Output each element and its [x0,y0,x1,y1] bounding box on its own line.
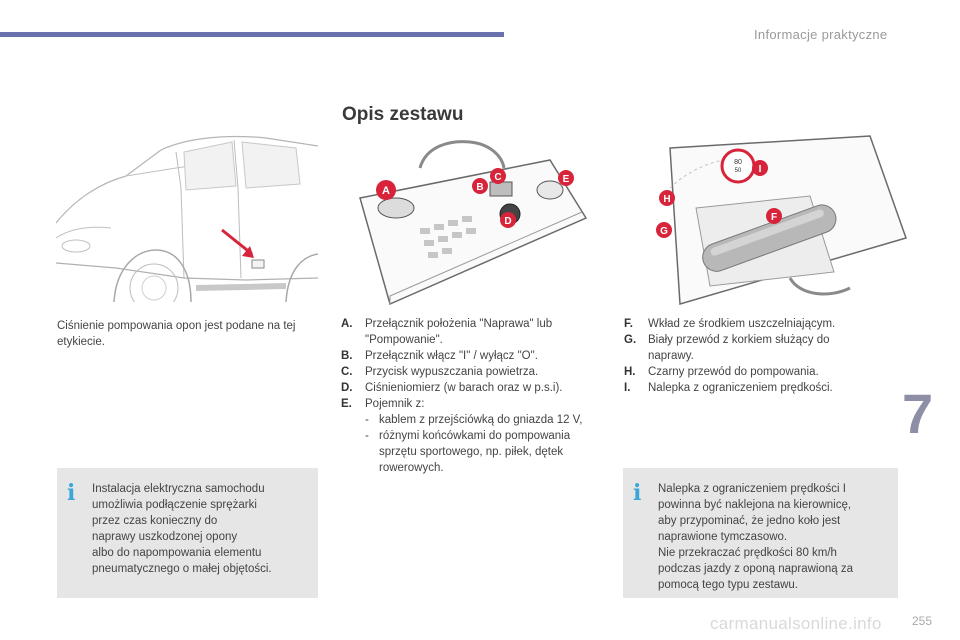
car-door-illustration [56,128,318,302]
list-item [624,332,894,364]
list-text: kablem z przejściówką do gniazda 12 V, [379,414,583,426]
list-key: G. [624,334,637,346]
component-list-middle [341,316,603,476]
sub-list-item [341,412,603,428]
pressure-caption: Ciśnienie pompowania opon jest podane na tej etykiecie. [57,320,296,348]
info-line: Nalepka z ograniczeniem prędkości I [658,483,846,495]
list-key: H. [624,366,636,378]
kit-bottom-illustration [640,128,910,308]
list-text: różnymi końcówkami do pompowania [379,430,571,442]
top-accent-bar [0,32,504,37]
list-key: B. [341,350,353,362]
info-line: naprawy uszkodzonej opony [92,531,238,543]
list-text: Przycisk wypuszczania powietrza. [365,366,539,378]
page-number: 255 [912,614,933,628]
list-text: Przełącznik położenia "Naprawa" lub [365,318,553,330]
list-text: Pojemnik z: [365,398,425,410]
label-a: A [382,185,390,197]
list-text: Wkład ze środkiem uszczelniającym. [648,318,836,330]
list-dash: - [365,430,369,442]
list-key: E. [341,398,352,410]
info-icon: i [67,480,76,506]
list-dash: - [365,414,369,426]
list-item [341,396,603,412]
info-line: powinna być naklejona na kierownicę, [658,499,852,511]
info-text [92,481,272,577]
label-h: H [663,194,671,205]
info-icon: i [633,480,642,506]
info-line: podczas jazdy z oponą naprawioną za [658,563,853,575]
speed-bottom: 50 [734,168,742,174]
info-line: umożliwia podłączenie sprężarki [92,499,257,511]
sub-list-item [341,428,603,476]
chapter-number: 7 [902,382,934,445]
list-item [624,364,894,380]
info-line: albo do napompowania elementu [92,547,262,559]
list-item [341,380,603,396]
list-key: D. [341,382,353,394]
label-c: C [494,172,502,183]
info-box-left [57,468,318,598]
label-f: F [770,212,778,223]
info-line: aby przypominać, że jedno koło jest [658,515,841,527]
watermark: carmanualsonline.info [710,614,882,633]
list-item [624,316,894,332]
list-key: C. [341,366,353,378]
list-text: Ciśnieniomierz (w barach oraz w p.s.i). [365,382,563,394]
list-text: naprawy. [648,350,694,362]
info-text [658,481,853,593]
page-heading: Opis zestawu [342,104,464,125]
list-text: Przełącznik włącz "I" / wyłącz "O". [365,350,538,362]
info-line: pneumatycznego o małej objętości. [92,563,272,575]
list-key: I. [624,382,631,394]
list-text: Czarny przewód do pompowania. [648,366,819,378]
label-d: D [504,216,512,227]
list-text: "Pompowanie". [365,334,443,346]
info-line: pomocą tego typu zestawu. [658,579,798,591]
list-key: A. [341,318,353,330]
label-g: G [660,226,668,237]
list-text: sprzętu sportowego, np. piłek, dętek [379,446,564,458]
list-item [341,364,603,380]
list-text: Biały przewód z korkiem służący do [648,334,830,346]
info-line: Instalacja elektryczna samochodu [92,483,265,495]
list-item [341,348,603,364]
info-box-right [623,468,898,598]
component-list-right [624,316,894,396]
list-item [624,380,894,396]
label-e: E [562,174,570,185]
list-key: F. [624,318,633,330]
section-title: Informacje praktyczne [754,27,888,42]
info-line: naprawione tymczasowo. [658,531,788,543]
compressor-illustration [350,128,590,306]
info-line: Nie przekraczać prędkości 80 km/h [658,547,837,559]
info-line: przez czas konieczny do [92,515,218,527]
label-b: B [476,182,484,193]
list-text: rowerowych. [379,462,444,474]
list-text: Nalepka z ograniczeniem prędkości. [648,382,833,394]
label-i: I [758,164,762,175]
list-item [341,316,603,348]
speed-top: 80 [734,159,742,166]
